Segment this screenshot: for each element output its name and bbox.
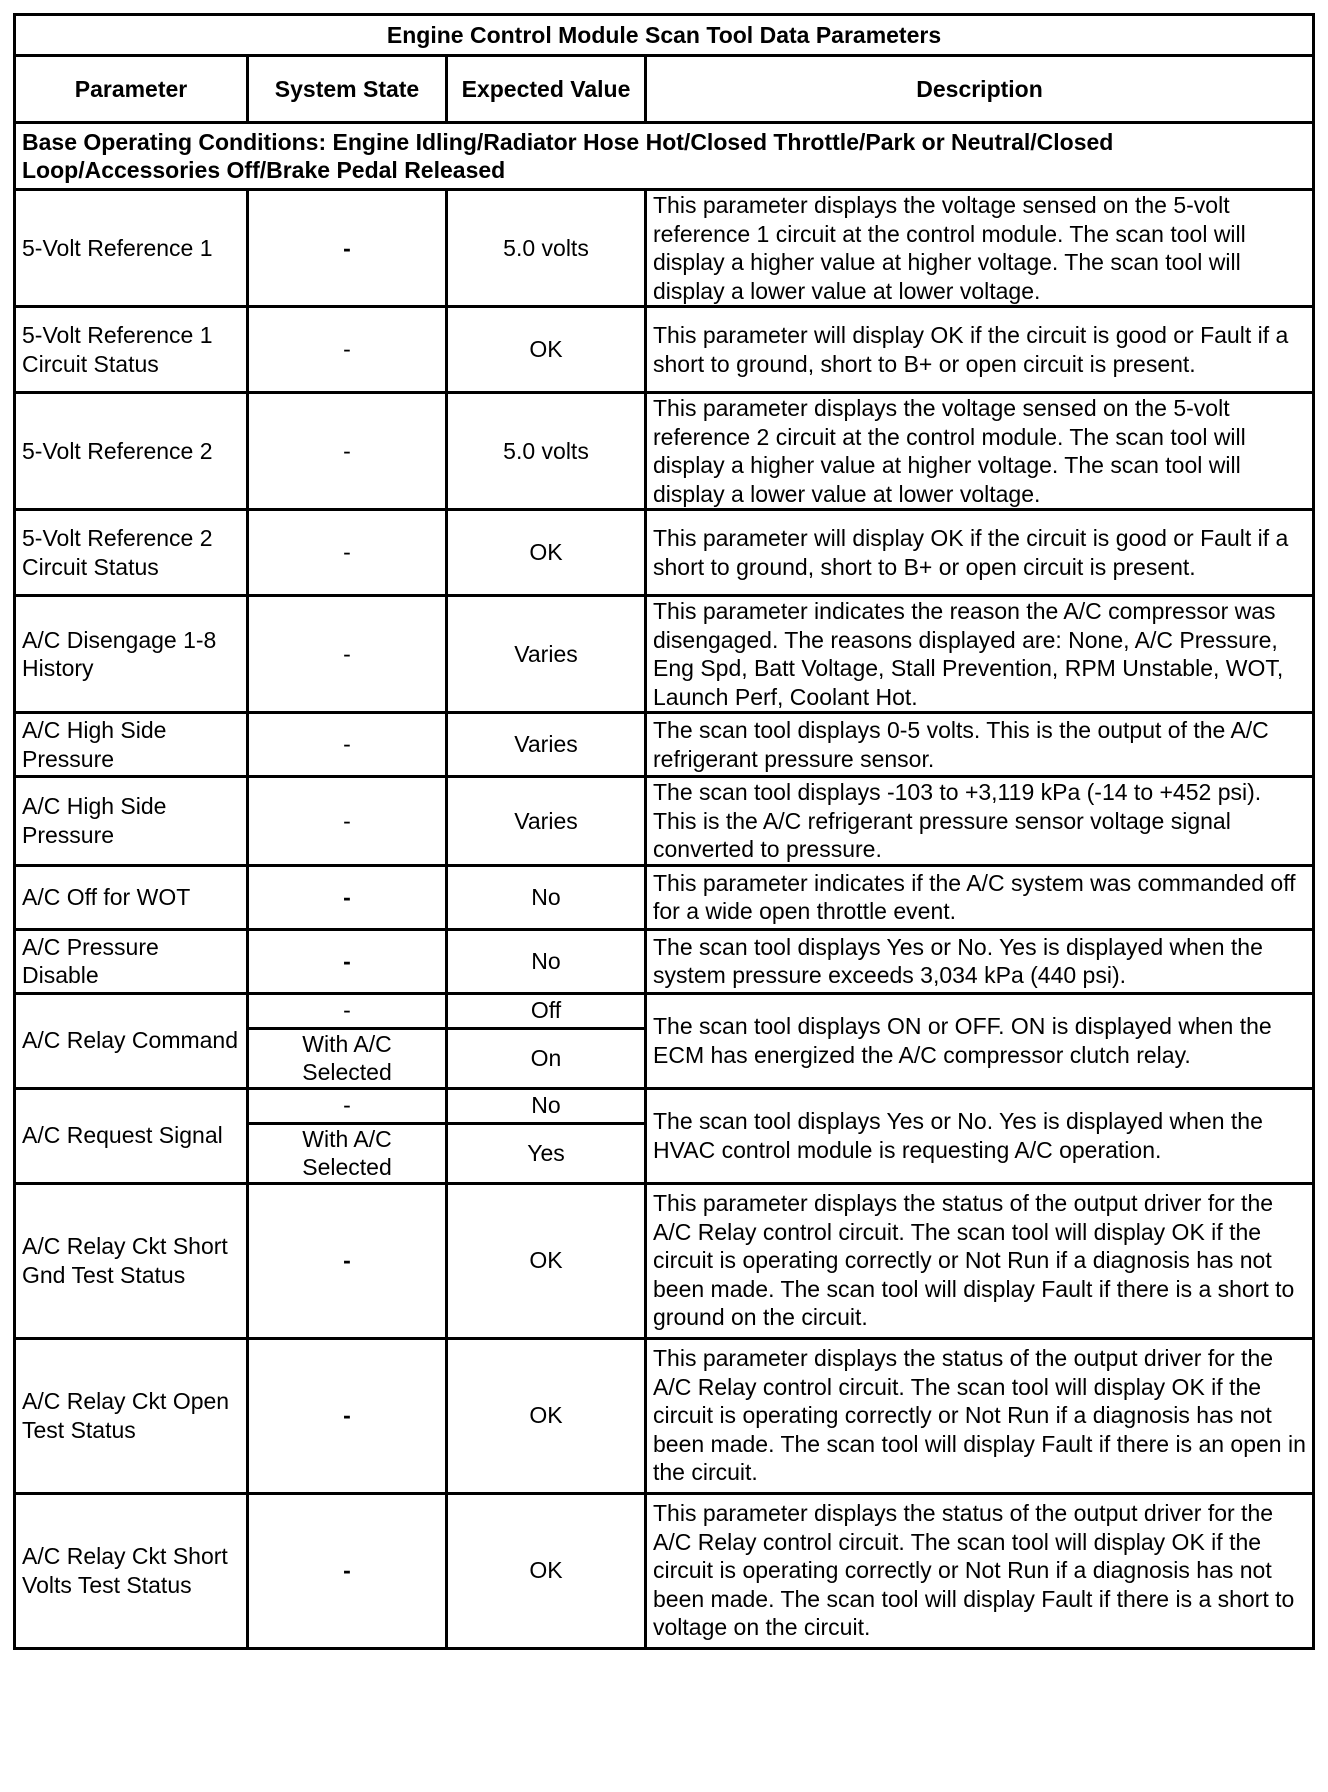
parameter-cell: A/C Relay Ckt Short Gnd Test Status bbox=[15, 1183, 248, 1338]
description-cell: The scan tool displays -103 to +3,119 kPa (-14 to +452 psi). This is the A/C refrigerant pressure sensor voltage signal converted to pressure. bbox=[646, 777, 1314, 866]
system-state-cell: - bbox=[248, 307, 447, 393]
parameter-cell: A/C Pressure Disable bbox=[15, 929, 248, 993]
expected-value-cell: No bbox=[447, 865, 646, 929]
system-state-cell: - bbox=[248, 713, 447, 777]
expected-value-cell: Varies bbox=[447, 596, 646, 713]
expected-value-cell: Yes bbox=[447, 1123, 646, 1183]
header-description: Description bbox=[646, 56, 1314, 123]
table-row bbox=[15, 393, 1314, 510]
system-state-cell: - bbox=[248, 1338, 447, 1493]
system-state-cell: - bbox=[248, 596, 447, 713]
system-state-cell: - bbox=[248, 993, 447, 1028]
parameter-cell: 5-Volt Reference 2 bbox=[15, 393, 248, 510]
table-row bbox=[15, 1088, 1314, 1123]
table-title: Engine Control Module Scan Tool Data Parameters bbox=[15, 15, 1314, 56]
system-state-cell: - bbox=[248, 393, 447, 510]
parameter-cell: A/C Relay Ckt Open Test Status bbox=[15, 1338, 248, 1493]
table-row bbox=[15, 993, 1314, 1028]
table-row bbox=[15, 865, 1314, 929]
system-state-cell: - bbox=[248, 929, 447, 993]
parameter-cell: A/C Off for WOT bbox=[15, 865, 248, 929]
description-cell: This parameter will display OK if the circuit is good or Fault if a short to ground, short to B+ or open circuit is present. bbox=[646, 510, 1314, 596]
expected-value-cell: OK bbox=[447, 1183, 646, 1338]
parameter-cell: 5-Volt Reference 1 Circuit Status bbox=[15, 307, 248, 393]
system-state-cell: - bbox=[248, 777, 447, 866]
expected-value-cell: OK bbox=[447, 1493, 646, 1648]
header-parameter: Parameter bbox=[15, 56, 248, 123]
expected-value-cell: OK bbox=[447, 307, 646, 393]
table-row bbox=[15, 190, 1314, 307]
description-cell: The scan tool displays Yes or No. Yes is displayed when the system pressure exceeds 3,034 kPa (440 psi). bbox=[646, 929, 1314, 993]
table-row bbox=[15, 510, 1314, 596]
parameter-cell: 5-Volt Reference 2 Circuit Status bbox=[15, 510, 248, 596]
table-row bbox=[15, 596, 1314, 713]
parameter-cell: A/C Disengage 1-8 History bbox=[15, 596, 248, 713]
expected-value-cell: Off bbox=[447, 993, 646, 1028]
description-cell: This parameter indicates if the A/C system was commanded off for a wide open throttle event. bbox=[646, 865, 1314, 929]
parameter-cell: A/C Request Signal bbox=[15, 1088, 248, 1183]
system-state-cell: With A/C Selected bbox=[248, 1028, 447, 1088]
system-state-cell: With A/C Selected bbox=[248, 1123, 447, 1183]
table-row bbox=[15, 929, 1314, 993]
system-state-cell: - bbox=[248, 1183, 447, 1338]
expected-value-cell: 5.0 volts bbox=[447, 393, 646, 510]
expected-value-cell: OK bbox=[447, 510, 646, 596]
description-cell: The scan tool displays 0-5 volts. This is the output of the A/C refrigerant pressure sensor. bbox=[646, 713, 1314, 777]
expected-value-cell: 5.0 volts bbox=[447, 190, 646, 307]
system-state-cell: - bbox=[248, 1088, 447, 1123]
description-cell: This parameter displays the status of the output driver for the A/C Relay control circuit. The scan tool will display OK if the circuit is operating correctly or Not Run if a diagnosis has not been made. The scan tool will display Fault if there is a short to voltage on the circuit. bbox=[646, 1493, 1314, 1648]
description-cell: The scan tool displays Yes or No. Yes is displayed when the HVAC control module is requesting A/C operation. bbox=[646, 1088, 1314, 1183]
table-row bbox=[15, 1338, 1314, 1493]
parameter-cell: A/C High Side Pressure bbox=[15, 713, 248, 777]
description-cell: This parameter will display OK if the circuit is good or Fault if a short to ground, short to B+ or open circuit is present. bbox=[646, 307, 1314, 393]
table-row bbox=[15, 307, 1314, 393]
base-operating-conditions: Base Operating Conditions: Engine Idling/Radiator Hose Hot/Closed Throttle/Park or Neutral/Closed Loop/Accessories Off/Brake Pedal Released bbox=[15, 123, 1314, 190]
system-state-cell: - bbox=[248, 190, 447, 307]
description-cell: This parameter displays the status of the output driver for the A/C Relay control circuit. The scan tool will display OK if the circuit is operating correctly or Not Run if a diagnosis has not been made. The scan tool will display Fault if there is an open in the circuit. bbox=[646, 1338, 1314, 1493]
system-state-cell: - bbox=[248, 510, 447, 596]
parameter-cell: A/C Relay Command bbox=[15, 993, 248, 1088]
expected-value-cell: Varies bbox=[447, 713, 646, 777]
expected-value-cell: Varies bbox=[447, 777, 646, 866]
parameter-cell: 5-Volt Reference 1 bbox=[15, 190, 248, 307]
table-row bbox=[15, 777, 1314, 866]
expected-value-cell: OK bbox=[447, 1338, 646, 1493]
description-cell: This parameter indicates the reason the A/C compressor was disengaged. The reasons displayed are: None, A/C Pressure, Eng Spd, Batt Voltage, Stall Prevention, RPM Unstable, WOT, Launch Perf, Coolant Hot. bbox=[646, 596, 1314, 713]
header-system-state: System State bbox=[248, 56, 447, 123]
description-cell: This parameter displays the voltage sensed on the 5-volt reference 2 circuit at the control module. The scan tool will display a higher value at higher voltage. The scan tool will display a lower value at lower voltage. bbox=[646, 393, 1314, 510]
table-row bbox=[15, 713, 1314, 777]
scan-tool-parameter-table bbox=[13, 13, 1315, 1650]
system-state-cell: - bbox=[248, 1493, 447, 1648]
parameter-cell: A/C High Side Pressure bbox=[15, 777, 248, 866]
header-expected-value: Expected Value bbox=[447, 56, 646, 123]
description-cell: The scan tool displays ON or OFF. ON is displayed when the ECM has energized the A/C compressor clutch relay. bbox=[646, 993, 1314, 1088]
expected-value-cell: No bbox=[447, 929, 646, 993]
expected-value-cell: On bbox=[447, 1028, 646, 1088]
parameter-cell: A/C Relay Ckt Short Volts Test Status bbox=[15, 1493, 248, 1648]
table-row bbox=[15, 1183, 1314, 1338]
table-row bbox=[15, 1493, 1314, 1648]
system-state-cell: - bbox=[248, 865, 447, 929]
description-cell: This parameter displays the voltage sensed on the 5-volt reference 1 circuit at the control module. The scan tool will display a higher value at higher voltage. The scan tool will display a lower value at lower voltage. bbox=[646, 190, 1314, 307]
description-cell: This parameter displays the status of the output driver for the A/C Relay control circuit. The scan tool will display OK if the circuit is operating correctly or Not Run if a diagnosis has not been made. The scan tool will display Fault if there is a short to ground on the circuit. bbox=[646, 1183, 1314, 1338]
expected-value-cell: No bbox=[447, 1088, 646, 1123]
